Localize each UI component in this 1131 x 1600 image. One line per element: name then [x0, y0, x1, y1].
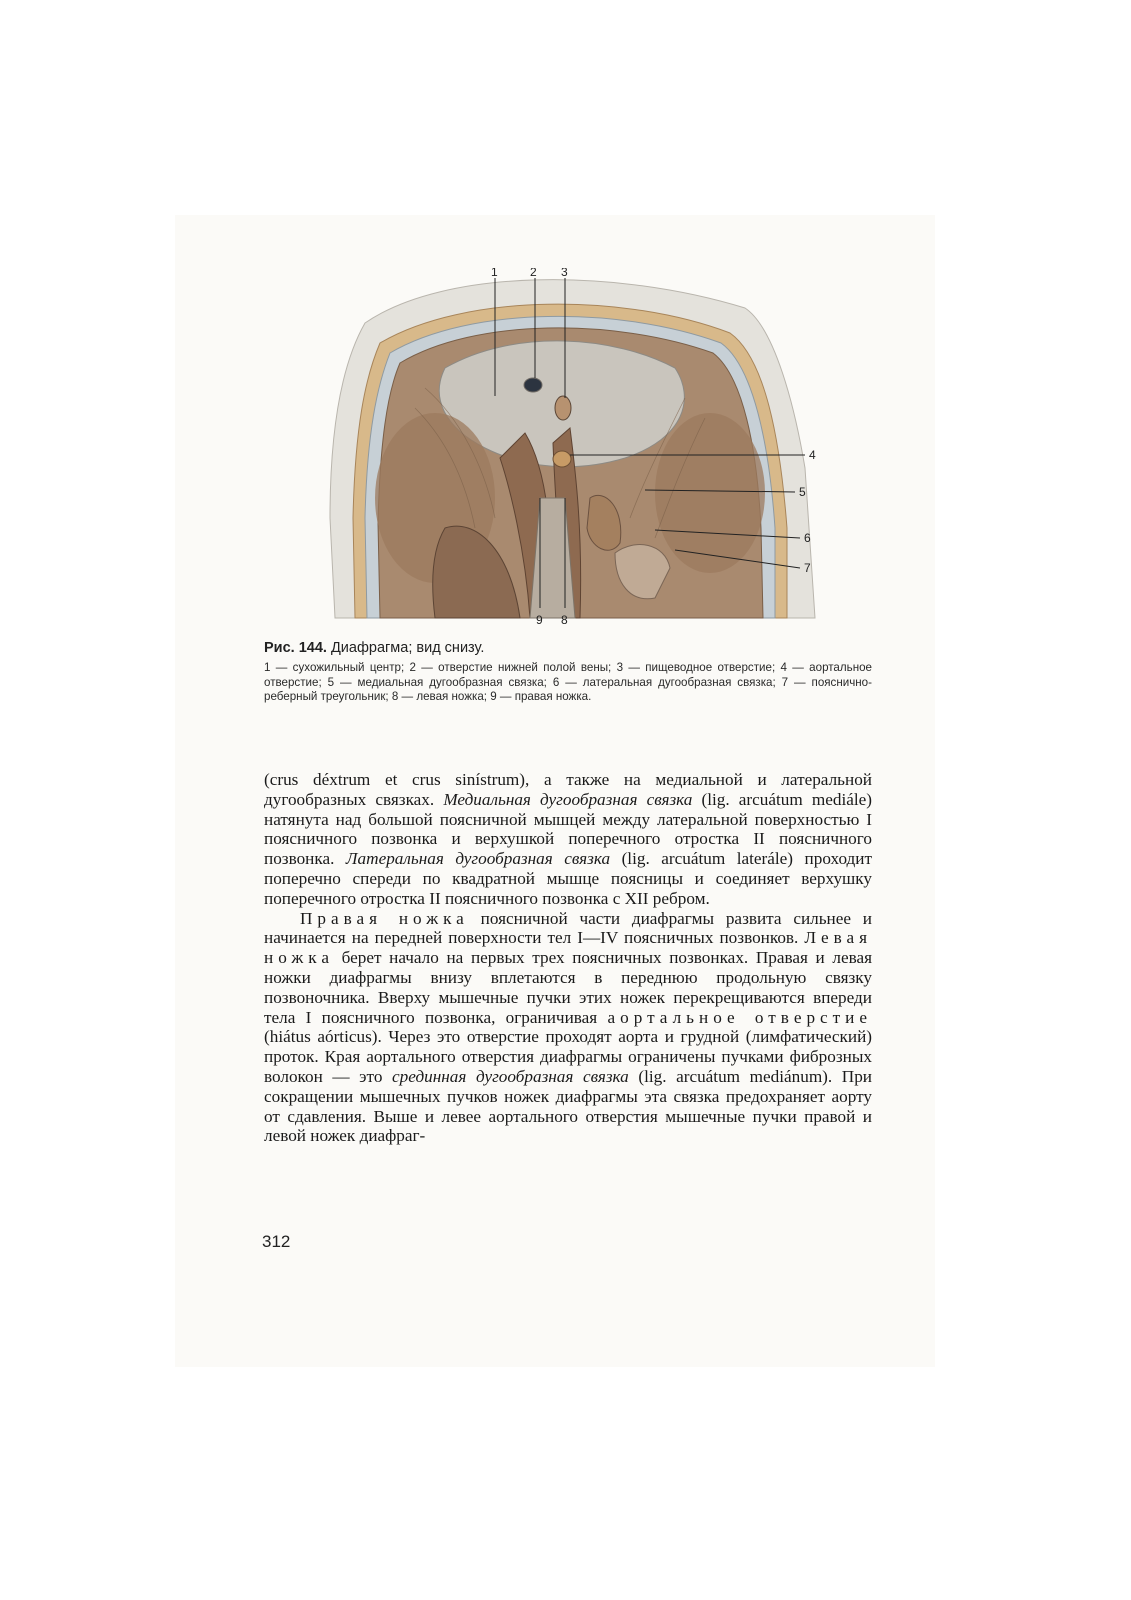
- term-medial-arcuate-ligament: Медиальная дугообразная связка: [443, 789, 693, 809]
- figure-title: Диафрагма; вид снизу.: [330, 640, 485, 656]
- text-run: (lig. arcuátum mediánum). При сокращении мышечных пучков ножек диафрагмы эта связка предохраняет аорту от сдавления. Выше и левее аортального отверстия мышечные пучки правой и левой ножек диафраг-: [264, 1066, 873, 1146]
- callout-3: 3: [561, 268, 568, 279]
- callout-5: 5: [799, 485, 806, 499]
- callout-1: 1: [491, 268, 498, 279]
- term-median-arcuate-ligament: срединная дугообразная связка: [392, 1066, 629, 1086]
- paragraph-2: [264, 909, 872, 1147]
- text-run: (hiátus aórticus). Через это отверстие проходят аорта и грудной (лимфатический) проток. Края аортального отверстия диафрагмы ограничены пучками фиброзных волокон — это: [264, 1027, 872, 1086]
- body-text: [264, 770, 872, 1146]
- text-run: (lig. arcuátum laterále) проходит поперечно спереди по квадратной мышце поясницы и соединяет верхушку поперечного отростка II поясничного позвонка с XII ребром.: [264, 849, 873, 908]
- callout-8: 8: [561, 613, 568, 627]
- text-run: (lig. arcuátum mediále) натянута над большой поясничной мышцей между латеральной поверхностью I поясничного позвонка и верхушкой поперечного отростка II поясничного позвонка.: [264, 789, 872, 869]
- figure-number: Рис. 144.: [264, 640, 327, 656]
- paragraph-1: [264, 770, 872, 909]
- diaphragm-illustration: [325, 268, 825, 630]
- term-right-crus: Правая ножка: [300, 908, 469, 928]
- text-run: (crus déxtrum et crus sinístrum), а также на медиальной и латеральной дугообразных связках.: [264, 770, 872, 809]
- callout-9: 9: [536, 613, 543, 627]
- page-number: 312: [262, 1232, 291, 1251]
- figure-legend: 1 — сухожильный центр; 2 — отверстие нижней полой вены; 3 — пищеводное отверстие; 4 — аортальное отверстие; 5 — медиальная дугообразная связка; 6 — латеральная дугообразная связка; 7 — пояснично-реберный треугольник; 8 — левая ножка; 9 — правая ножка.: [264, 661, 872, 704]
- text-run: берет начало на первых трех поясничных позвонках. Правая и левая ножки диафрагмы внизу вплетаются в переднюю продольную связку позвоночника. Вверху мышечные пучки этих ножек перекрещиваются впереди тела I поясничного позвонка, ограничивая: [264, 948, 872, 1027]
- callout-6: 6: [804, 531, 811, 545]
- callout-7: 7: [804, 561, 811, 575]
- callout-2: 2: [530, 268, 537, 279]
- callout-4: 4: [809, 448, 816, 462]
- term-aortic-hiatus: аортальное отверстие: [607, 1007, 873, 1027]
- figure-caption: [264, 640, 484, 656]
- text-run: поясничной части диафрагмы развита сильнее и начинается на передней поверхности тел I—IV поясничных позвонков.: [264, 908, 873, 948]
- term-left-crus: Левая ножка: [264, 928, 872, 968]
- term-lateral-arcuate-ligament: Латеральная дугообразная связка: [345, 849, 611, 869]
